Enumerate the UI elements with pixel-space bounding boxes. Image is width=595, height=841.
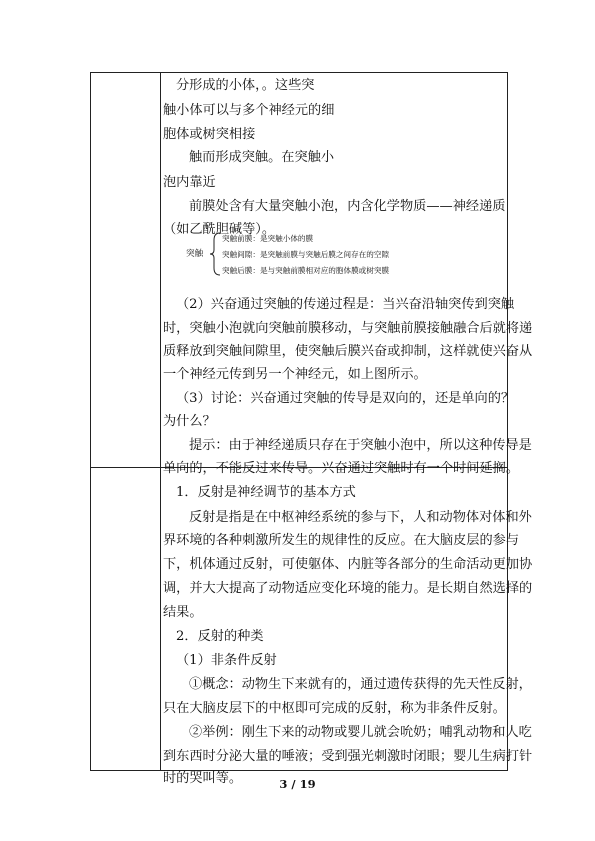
text-line: 反射是指是在中枢神经系统的参与下，人和动物体对体和外: [189, 510, 532, 525]
text-line: 胞体或树突相接: [163, 127, 256, 142]
content-table: [90, 72, 508, 771]
text-line: 质释放到突触间隙里，使突触后膜兴奋或抑制，这样就使兴奋从: [163, 344, 533, 359]
diagram-item: 突触后膜：是与突触前膜相对应的胞体膜或树突膜: [222, 266, 390, 275]
text-line: 一个神经元传到另一个神经元，如上图所示。: [163, 367, 427, 382]
text-line: （如乙酰胆碱等）。: [163, 222, 276, 237]
text-line: （2）兴奋通过突触的传递过程是：当兴奋沿轴突传到突触: [176, 297, 515, 312]
diagram-label: 突触: [186, 249, 204, 259]
text-line: 只在大脑皮层下的中枢即可完成的反射，称为非条件反射。: [163, 701, 506, 716]
text-line: 前膜处含有大量突触小泡，内含化学物质——神经递质: [189, 199, 506, 214]
text-line: 单向的，不能反过来传导。兴奋通过突触时有一个时间延搁。: [163, 461, 520, 476]
text-line: 为什么？: [163, 414, 216, 429]
text-line: 时的哭叫等。: [163, 771, 243, 786]
text-line: 泡内靠近: [163, 175, 216, 190]
text-line: 时，突触小泡就向突触前膜移动，与突触前膜接触融合后就将递: [163, 321, 533, 336]
brace-icon: [209, 232, 221, 276]
text-line: 界环境的各种刺激所发生的规律性的反应。在大脑皮层的参与: [163, 533, 520, 548]
text-line: 到东西时分泌大量的唾液；受到强光刺激时闭眼；婴儿生病打针: [163, 749, 533, 764]
text-line: ①概念：动物生下来就有的，通过遗传获得的先天性反射，: [189, 677, 532, 692]
section-heading: 2．反射的种类: [176, 629, 264, 644]
text-line: ②举例：刚生下来的动物或婴儿就会吮奶；哺乳动物和人吃: [189, 725, 532, 740]
text-line: 提示：由于神经递质只存在于突触小泡中，所以这种传导是: [189, 438, 532, 453]
text-line: 触小体可以与多个神经元的细: [163, 103, 335, 118]
column-divider: [160, 73, 161, 770]
page-number: 3 / 19: [279, 777, 316, 791]
text-line: 下，机体通过反射，可使躯体、内脏等各部分的生命活动更加协: [163, 557, 533, 572]
text-line: 触而形成突触。在突触小: [189, 150, 335, 165]
text-line: 分形成的小体，。这些突: [176, 78, 315, 93]
text-line: 结果。: [163, 605, 203, 620]
text-line: （3）讨论：兴奋通过突触的传导是双向的，还是单向的？: [176, 391, 515, 406]
sub-heading: （1）非条件反射: [176, 653, 277, 668]
text-line: 调，并大大提高了动物适应变化环境的能力。是长期自然选择的: [163, 581, 533, 596]
diagram-item: 突触前膜：是突触小体的膜: [222, 234, 314, 243]
diagram-item: 突触间隙：是突触前膜与突触后膜之间存在的空隙: [222, 250, 390, 259]
section-heading: 1．反射是神经调节的基本方式: [176, 485, 356, 500]
